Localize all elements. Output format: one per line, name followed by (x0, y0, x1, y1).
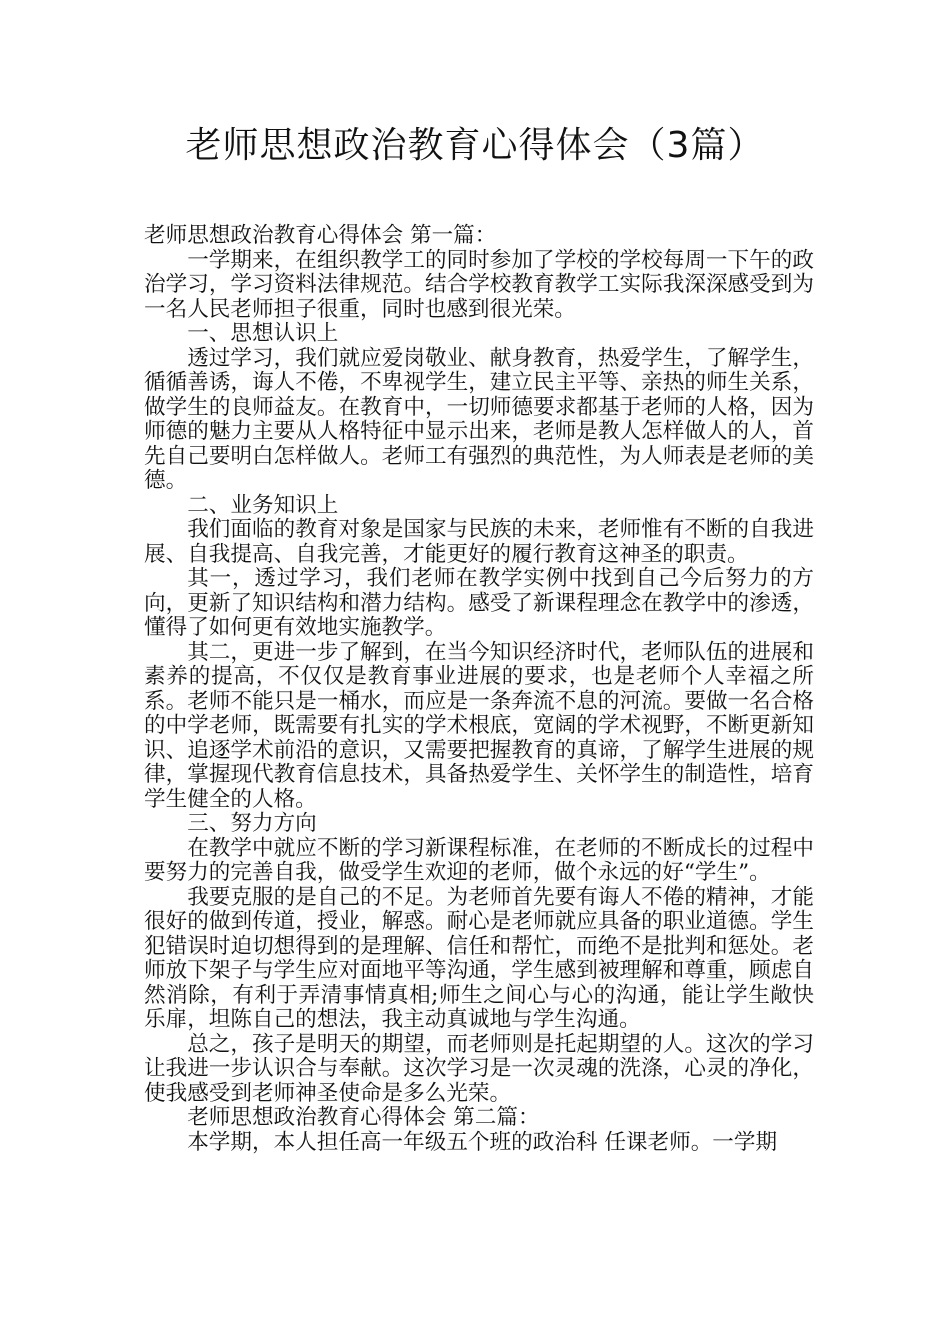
paragraph: 本学期，本人担任高一年级五个班的政治科 任课老师。一学期 (187, 1129, 778, 1155)
paragraph: 其一，透过学习，我们老师在教学实例中找到自己今后努力的方向，更新了知识结构和潜力结构。感受了新课程理念在教学中的渗透，懂得了如何更有效地实施教学。 (144, 566, 814, 640)
paragraph: 老师思想政治教育心得体会 第二篇： (187, 1105, 540, 1130)
paragraph: 一学期来，在组织教学工的同时参加了学校的学校每周一下午的政治学习，学习资料法律规范。结合学校教育教学工实际我深深感受到为一名人民老师担子很重，同时也感到很光荣。 (144, 247, 814, 322)
paragraph: 在教学中就应不断的学习新课程标准，在老师的不断成长的过程中要努力的完善自我，做受学生欢迎的老师，做个永远的好“学生”。 (144, 835, 814, 885)
document-title: 老师思想政治教育心得体会（3篇） (185, 125, 765, 166)
paragraph: 总之，孩子是明天的期望，而老师则是托起期望的人。这次的学习让我进一步认识合与奉献。这次学习是一次灵魂的洗涤，心灵的净化，使我感受到老师神圣使命是多么光荣。 (144, 1031, 814, 1106)
paragraph: 透过学习，我们就应爱岗敬业、献身教育，热爱学生，了解学生，循循善诱，诲人不倦，不卑视学生，建立民主平等、亲热的师生关系，做学生的良师益友。在教育中，一切师德要求都基于老师的人格，因为师德的魅力主要从人格特征中显示出来，老师是教人怎样做人的人，首先自己要明白怎样做人。老师工有强烈的典范性，为人师表是老师的美德。 (144, 345, 814, 493)
paragraph: 一、思想认识上 (187, 321, 339, 346)
paragraph: 我们面临的教育对象是国家与民族的未来，老师惟有不断的自我进展、自我提高、自我完善，才能更好的履行教育这神圣的职责。 (144, 517, 814, 567)
document-body (144, 224, 814, 1155)
paragraph: 二、业务知识上 (187, 492, 339, 518)
paragraph: 老师思想政治教育心得体会 第一篇： (144, 223, 497, 248)
paragraph: 我要克服的是自己的不足。为老师首先要有诲人不倦的精神，才能很好的做到传道，授业，解惑。耐心是老师就应具备的职业道德。学生犯错误时迫切想得到的是理解、信任和帮忙，而绝不是批判和惩处。老师放下架子与学生应对面地平等沟通，学生感到被理解和尊重，顾虑自然消除，有利于弄清事情真相;师生之间心与心的沟通，能让学生敞快乐扉，坦陈自己的想法，我主动真诚地与学生沟通。 (144, 884, 814, 1032)
paragraph: 其二，更进一步了解到，在当今知识经济时代，老师队伍的进展和素养的提高，不仅仅是教育事业进展的要求，也是老师个人幸福之所系。老师不能只是一桶水，而应是一条奔流不息的河流。要做一名合格的中学老师，既需要有扎实的学术根底，宽阔的学术视野，不断更新知识、追逐学术前沿的意识，又需要把握教育的真谛，了解学生进展的规律，掌握现代教育信息技术，具备热爱学生、关怀学生的制造性，培育学生健全的人格。 (144, 639, 814, 812)
paragraph: 三、努力方向 (187, 811, 317, 836)
